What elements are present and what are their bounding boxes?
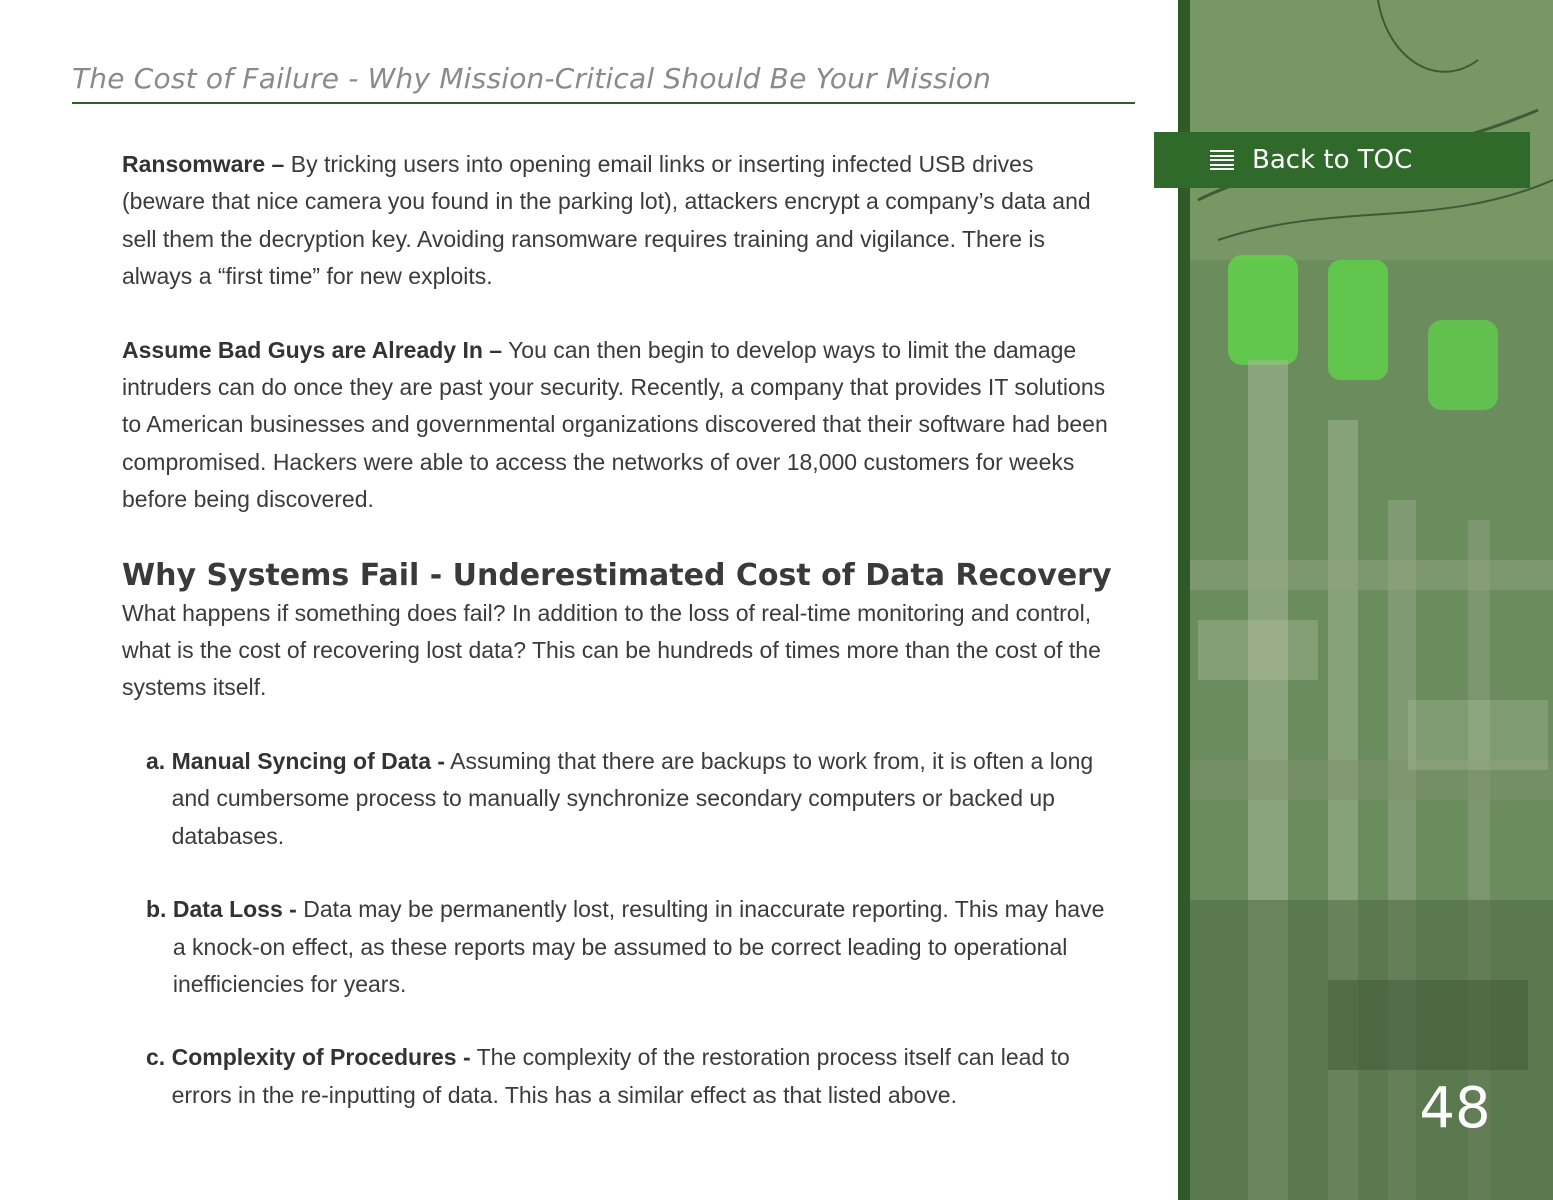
section-intro: What happens if something does fail? In addition to the loss of real-time monitoring and control, what is the cost of recovering lost data? This can be hundreds of times more than the cost of the systems itself. (122, 599, 1101, 701)
main-content (122, 146, 1112, 1114)
list-icon (1210, 150, 1234, 170)
page-number: 48 (1419, 1076, 1491, 1141)
page-header-title: The Cost of Failure - Why Mission-Critical Should Be Your Mission (72, 62, 992, 95)
bad-guys-paragraph (122, 332, 1112, 519)
list-item (146, 743, 1112, 855)
ransomware-paragraph (122, 146, 1112, 296)
list-item-term: Manual Syncing of Data - (171, 747, 446, 774)
header-divider (72, 102, 1135, 104)
list-item-text: The complexity of the restoration process itself can lead to errors in the re-inputting of data. This has a similar effect as that listed above. (171, 1044, 1070, 1108)
section-heading: Why Systems Fail - Underestimated Cost of Data Recovery (122, 557, 1112, 593)
list-marker: b. (146, 896, 173, 923)
bad-guys-term: Assume Bad Guys are Already In – (122, 336, 503, 363)
list-item-body (173, 891, 1112, 1003)
list-marker: c. (146, 1044, 172, 1071)
list-item-term: Complexity of Procedures - (171, 1044, 471, 1071)
back-to-toc-button[interactable] (1154, 132, 1530, 188)
list-item (146, 891, 1112, 1003)
list-item-term: Data Loss - (172, 896, 297, 923)
list-marker: a. (146, 747, 172, 774)
back-to-toc-label: Back to TOC (1252, 145, 1413, 175)
bad-guys-text: You can then begin to develop ways to limit the damage intruders can do once they are past your security. Recently, a company that provides IT solutions to American businesses and governmental organizations discovered that their software had been compromised. Hackers were able to access the networks of over 18,000 customers for weeks before being discovered. (122, 336, 1108, 513)
ransomware-term: Ransomware – (122, 151, 285, 177)
list-item-text: Data may be permanently lost, resulting in inaccurate reporting. This may have a knock-on effect, as these reports may be assumed to be correct leading to operational inefficiencies for years. (172, 896, 1105, 997)
ransomware-text: By tricking users into opening email links or inserting infected USB drives (beware that nice camera you found in the parking lot), attackers encrypt a company’s data and sell them the decryption key. Avoiding ransomware requires training and vigilance. There is always a “first time” for new exploits. (122, 151, 1091, 290)
list-item (146, 1039, 1112, 1114)
list-item-body (172, 743, 1112, 855)
list-item-body (172, 1039, 1112, 1114)
list-item-text: Assuming that there are backups to work from, it is often a long and cumbersome process to manually synchronize secondary computers or backed up databases. (171, 747, 1094, 849)
